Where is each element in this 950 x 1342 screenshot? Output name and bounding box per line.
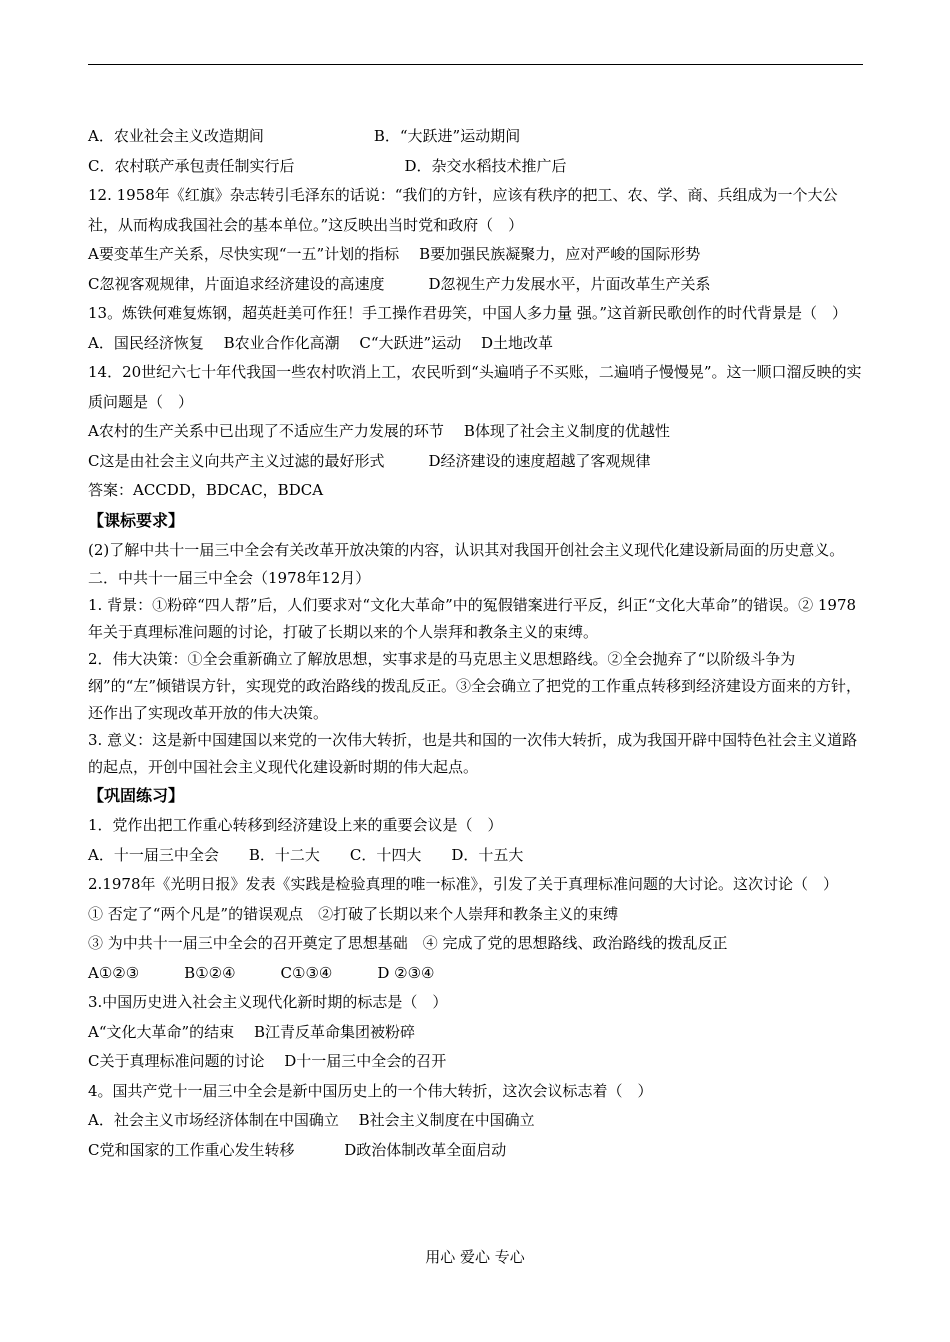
question-12: 12. 1958年《红旗》杂志转引毛泽东的话说：“我们的方针，应该有秩序的把工、农、学、商、兵组成为一个大公社，从而构成我国社会的基本单位。”这反映出当时党和政府（ ） [88, 186, 838, 234]
requirement-text: (2)了解中共十一届三中全会有关改革开放决策的内容，认识其对我国开创社会主义现代化建设新局面的历史意义。 [88, 540, 845, 559]
answer-key: 答案：ACCDD，BDCAC，BDCA [88, 481, 324, 499]
option-line: A．十一届三中全会 B．十二大 C．十四大 D．十五大 [88, 845, 524, 864]
option-line: A．国民经济恢复 B农业合作化高潮 C“大跃进”运动 D土地改革 [88, 333, 554, 352]
option-line [88, 152, 866, 182]
option-line: A“文化大革命”的结束 B江青反革命集团被粉碎 [88, 1022, 415, 1041]
option-a: A农村的生产关系中已出现了不适应生产力发展的环节 [88, 422, 444, 440]
section-heading: 【课标要求】 [88, 510, 185, 530]
option-line [88, 240, 866, 270]
option-line: C关于真理标准问题的讨论 D十一届三中全会的召开 [88, 1052, 447, 1070]
option-d: D．杂交水稻技术推广后 [404, 156, 567, 175]
option-a: A．农业社会主义改造期间 [88, 127, 264, 145]
paragraph-background: 1. 背景：①粉碎“四人帮”后，人们要求对“文化大革命”中的冤假错案进行平反，纠正“文化大革命”的错误。② 1978年关于真理标准问题的讨论，打破了长期以来的个人崇拜和教条主义的束缚。 [88, 596, 857, 641]
question-13: 13。炼铁何难复炼钢，超英赶美可作狂！手工操作君毋笑，中国人多力量 强。”这首新民歌创作的时代背景是（ ） [88, 304, 848, 322]
option-b: B体现了社会主义制度的优越性 [463, 422, 670, 440]
document-body [88, 122, 866, 1165]
page-footer: 用心 爱心 专心 [425, 1248, 525, 1266]
option-a: A要变革生产关系，尽快实现“一五”计划的指标 [88, 245, 400, 263]
section-title: 二．中共十一届三中全会（1978年12月） [88, 569, 371, 587]
paragraph-significance: 3. 意义：这是新中国建国以来党的一次伟大转折，也是共和国的一次伟大转折，成为我国开辟中国特色社会主义道路的起点，开创中国社会主义现代化建设新时期的伟大起点。 [88, 731, 858, 776]
option-line [88, 447, 866, 477]
option-c: C．农村联产承包责任制实行后 [88, 156, 295, 175]
option-b: B．“大跃进”运动期间 [373, 127, 521, 145]
option-b: B要加强民族凝聚力，应对严峻的国际形势 [419, 245, 701, 263]
statement-line: ③ 为中共十一届三中全会的召开奠定了思想基础 ④ 完成了党的思想路线、政治路线的拨乱反正 [88, 934, 728, 952]
option-line [88, 270, 866, 300]
paragraph-decision: 2．伟大决策：①全会重新确立了解放思想，实事求是的马克思主义思想路线。②全会抛弃了“以阶级斗争为纲”的“左”倾错误方针，实现党的政治路线的拨乱反正。③全会确立了把党的工作重点转移到经济建设方面来的方针，还作出了实现改革开放的伟大决策。 [88, 650, 862, 722]
option-d: D忽视生产力发展水平，片面改革生产关系 [428, 274, 711, 293]
option-line [88, 122, 866, 152]
option-line [88, 417, 866, 447]
exercise-3: 3.中国历史进入社会主义现代化新时期的标志是（ ） [88, 993, 448, 1011]
exercise-2: 2.1978年《光明日报》发表《实践是检验真理的唯一标准》，引发了关于真理标准问题的大讨论。这次讨论（ ） [88, 875, 838, 893]
option-line: A．社会主义市场经济体制在中国确立 B社会主义制度在中国确立 [88, 1111, 535, 1129]
statement-line: ① 否定了“两个凡是”的错误观点 ②打破了长期以来个人崇拜和教条主义的束缚 [88, 904, 619, 923]
option-line: A①②③ B①②④ C①③④ D ②③④ [88, 963, 435, 982]
header-rule [88, 64, 863, 65]
option-c: C这是由社会主义向共产主义过滤的最好形式 [88, 451, 385, 470]
option-line: C党和国家的工作重心发生转移 D政治体制改革全面启动 [88, 1140, 507, 1159]
option-d: D经济建设的速度超越了客观规律 [428, 451, 651, 470]
section-heading: 【巩固练习】 [88, 786, 185, 805]
question-14: 14．20世纪六七十年代我国一些农村吹消上工，农民听到“头遍哨子不买账，二遍哨子慢慢晃”。这一顺口溜反映的实质问题是（ ） [88, 363, 862, 411]
option-c: C忽视客观规律，片面追求经济建设的高速度 [88, 274, 385, 293]
exercise-1: 1．党作出把工作重心转移到经济建设上来的重要会议是（ ） [88, 816, 503, 834]
exercise-4: 4。国共产党十一届三中全会是新中国历史上的一个伟大转折，这次会议标志着（ ） [88, 1081, 653, 1100]
